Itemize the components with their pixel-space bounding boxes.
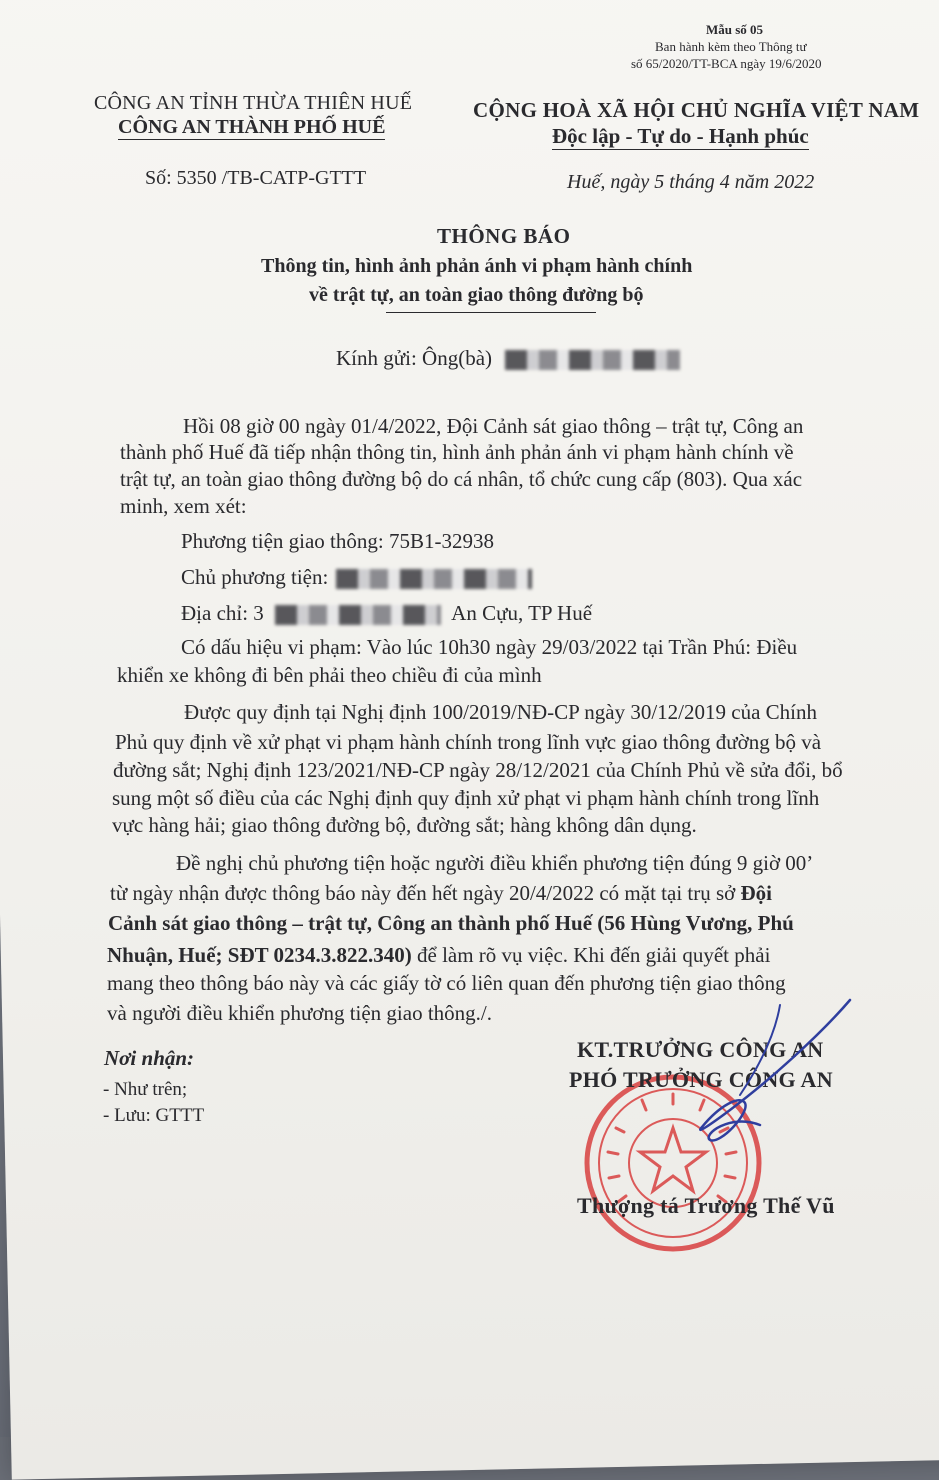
para4-line3: Cảnh sát giao thông – trật tự, Công an thành phố Huế (56 Hùng Vương, Phú: [108, 911, 794, 935]
para2-line1: Có dấu hiệu vi phạm: Vào lúc 10h30 ngày 29/03/2022 tại Trần Phú: Điều: [181, 635, 798, 659]
vehicle-plate: Phương tiện giao thông: 75B1-32938: [181, 529, 494, 553]
para3-line5: vực hàng hải; giao thông đường bộ, đường sắt; hàng không dân dụng.: [112, 813, 697, 837]
para3-line2: Phủ quy định về xử phạt vi phạm hành chính trong lĩnh vực giao thông đường bộ và: [115, 730, 822, 754]
document-subtitle-1: Thông tin, hình ảnh phản ánh vi phạm hành chính: [261, 255, 693, 277]
nation-title: CỘNG HOÀ XÃ HỘI CHỦ NGHĨA VIỆT NAM: [473, 98, 920, 122]
document-subtitle-2: về trật tự, an toàn giao thông đường bộ: [309, 284, 644, 306]
recipient-item-1: - Như trên;: [103, 1079, 188, 1100]
place-date: Huế, ngày 5 tháng 4 năm 2022: [567, 171, 815, 193]
para4-line5: mang theo thông báo này và các giấy tờ có liên quan đến phương tiện giao thông: [107, 971, 786, 995]
agency-parent: CÔNG AN TỈNH THỪA THIÊN HUẾ: [94, 92, 413, 114]
signatory-position-2: PHÓ TRƯỞNG CÔNG AN: [569, 1067, 833, 1092]
para1-line2: thành phố Huế đã tiếp nhận thông tin, hình ảnh phản ánh vi phạm hành chính về: [120, 440, 794, 464]
owner-address: Địa chỉ: 3 An Cựu, TP Huế: [181, 601, 593, 625]
signatory-position-1: KT.TRƯỞNG CÔNG AN: [577, 1037, 824, 1062]
document-number: Số: 5350 /TB-CATP-GTTT: [145, 167, 367, 189]
para4-line4: Nhuận, Huế; SĐT 0234.3.822.340) để làm rõ vụ việc. Khi đến giải quyết phải: [107, 943, 771, 967]
signatory-name: Thượng tá Trương Thế Vũ: [577, 1193, 835, 1218]
recipient-line: Kính gửi: Ông(bà): [336, 345, 680, 372]
para1-line1: Hồi 08 giờ 00 ngày 01/4/2022, Đội Cảnh sát giao thông – trật tự, Công an: [183, 414, 804, 438]
para4-line6: và người điều khiển phương tiện giao thông./.: [107, 1001, 493, 1025]
para4-line2: từ ngày nhận được thông báo này đến hết ngày 20/4/2022 có mặt tại trụ sở Đội: [110, 881, 773, 905]
recipient-item-2: - Lưu: GTTT: [103, 1105, 205, 1126]
para4-line1: Đề nghị chủ phương tiện hoặc người điều khiển phương tiện đúng 9 giờ 00’: [176, 851, 814, 875]
redacted-name: [505, 350, 680, 370]
document-title: THÔNG BÁO: [437, 224, 571, 248]
form-code: Mẫu số 05: [706, 22, 764, 37]
motto: Độc lập - Tự do - Hạnh phúc: [552, 124, 809, 148]
issued-with: Ban hành kèm theo Thông tư: [655, 39, 807, 54]
handwritten-signature: [650, 995, 890, 1195]
vehicle-owner: Chủ phương tiện:: [181, 564, 532, 591]
agency-name: CÔNG AN THÀNH PHỐ HUẾ: [118, 116, 386, 138]
redacted-owner: [336, 569, 532, 589]
para3-line3: đường sắt; Nghị định 123/2021/NĐ-CP ngày 28/12/2021 của Chính Phủ về sửa đổi, bổ: [113, 758, 843, 782]
redacted-address: [275, 605, 441, 625]
para1-line4: minh, xem xét:: [120, 494, 247, 518]
para3-line1: Được quy định tại Nghị định 100/2019/NĐ-CP ngày 30/12/2019 của Chính: [184, 700, 818, 724]
recipients-title: Nơi nhận:: [104, 1046, 195, 1070]
title-underline: [386, 312, 596, 313]
para2-line2: khiển xe không đi bên phải theo chiều đi của mình: [117, 663, 542, 687]
para1-line3: trật tự, an toàn giao thông đường bộ do cá nhân, tổ chức cung cấp (803). Qua xác: [120, 467, 803, 491]
circular-ref: số 65/2020/TT-BCA ngày 19/6/2020: [631, 56, 822, 71]
para3-line4: sung một số điều của các Nghị định quy định xử phạt vi phạm hành chính trong lĩnh: [112, 786, 820, 810]
